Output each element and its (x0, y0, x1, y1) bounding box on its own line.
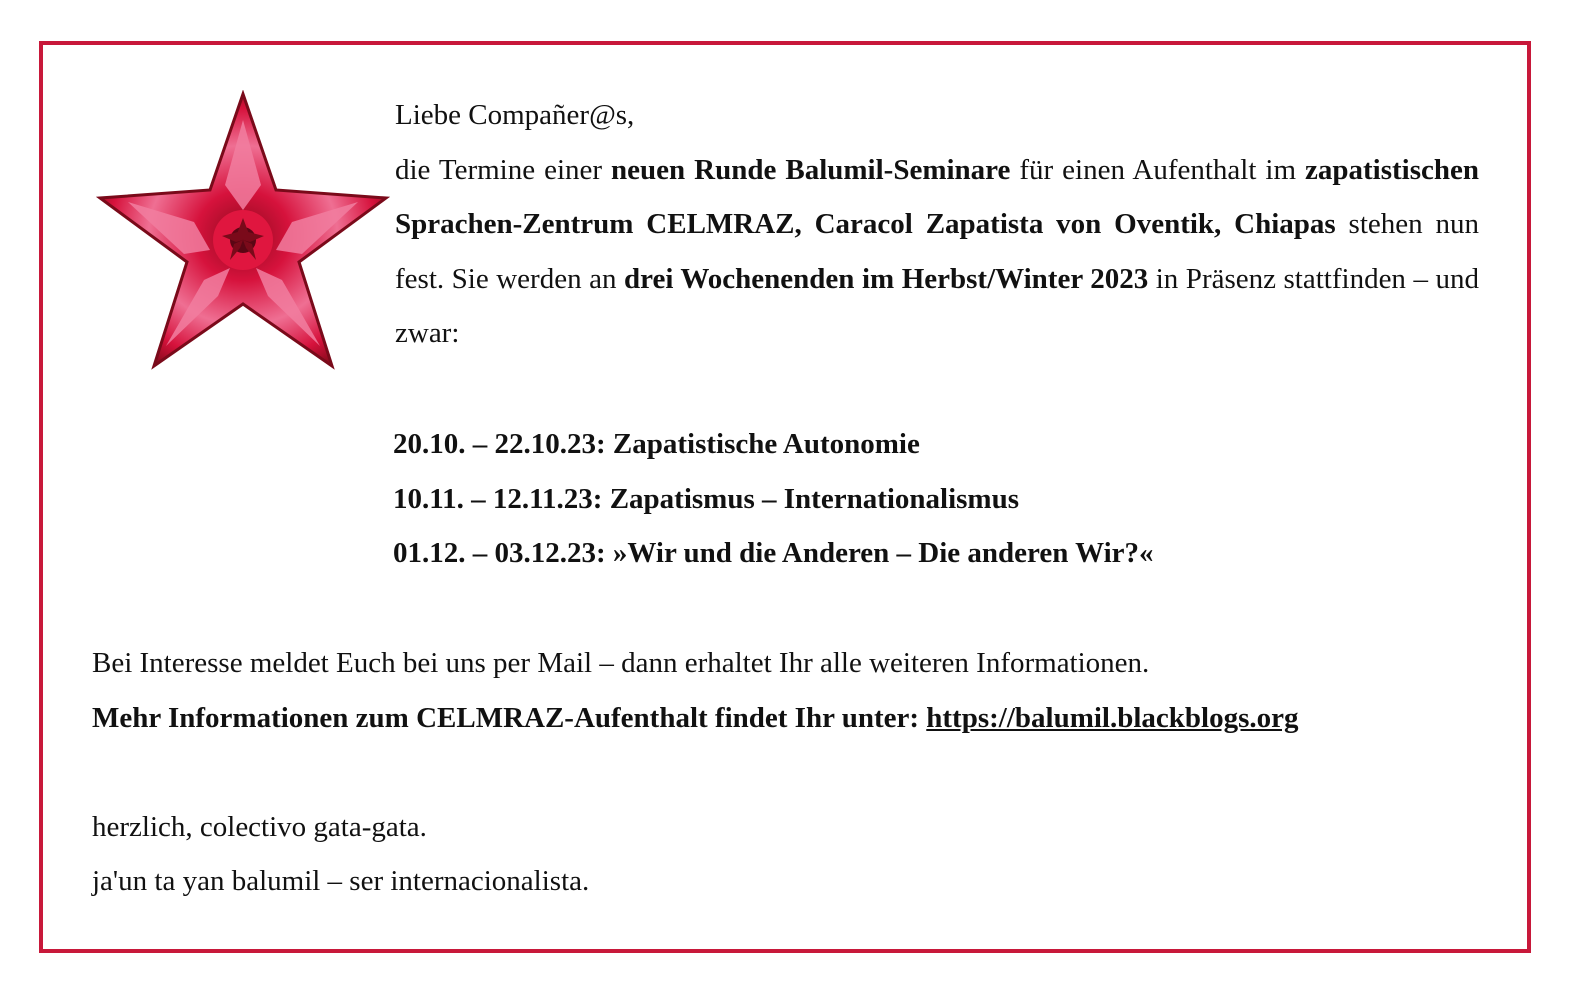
intro-bold-seminar: neuen Runde Balumil-Seminare (611, 153, 1011, 186)
date-item: 20.10. – 22.10.23: Zapatistische Autonomie (393, 428, 920, 460)
greeting: Liebe Compañer@s, (395, 99, 635, 131)
more-info-label: Mehr Informationen zum CELMRAZ-Aufenthalt findet Ihr unter: (92, 701, 927, 734)
balumil-link[interactable]: https://balumil.blackblogs.org (926, 701, 1299, 734)
intro-bold-location: zapatistischen Sprachen-Zentrum CELMRAZ, Caracol Zapatista von Oventik, Chiapas (395, 153, 1479, 241)
intro-text-3: stehen nun fest. Sie werden an (395, 208, 1479, 295)
intro-text-1: die Termine einer (395, 153, 612, 186)
dates-list (393, 417, 1154, 581)
date-item: 10.11. – 12.11.23: Zapatismus – Internationalismus (393, 482, 1020, 515)
intro-paragraph (395, 143, 1479, 361)
intro-text-4: in Präsenz stattfinden – und zwar: (395, 262, 1479, 350)
intro-bold-weekends: drei Wochenenden im Herbst/Winter 2023 (624, 262, 1149, 295)
bottom-block (92, 636, 1299, 909)
date-item: 01.12. – 03.12.23: »Wir und die Anderen – Die anderen Wir?« (393, 537, 1154, 570)
spacer (92, 745, 1299, 800)
red-star-icon (96, 90, 390, 372)
intro-text-2: für einen Aufenthalt im (1010, 153, 1305, 186)
closing-line: herzlich, colectivo gata-gata. (92, 810, 427, 843)
more-info-line (92, 691, 1299, 746)
intro-block (395, 88, 1479, 361)
interest-line: Bei Interesse meldet Euch bei uns per Mail – dann erhaltet Ihr alle weiteren Informationen. (92, 647, 1150, 679)
closing-line: ja'un ta yan balumil – ser internacionalista. (92, 865, 590, 898)
